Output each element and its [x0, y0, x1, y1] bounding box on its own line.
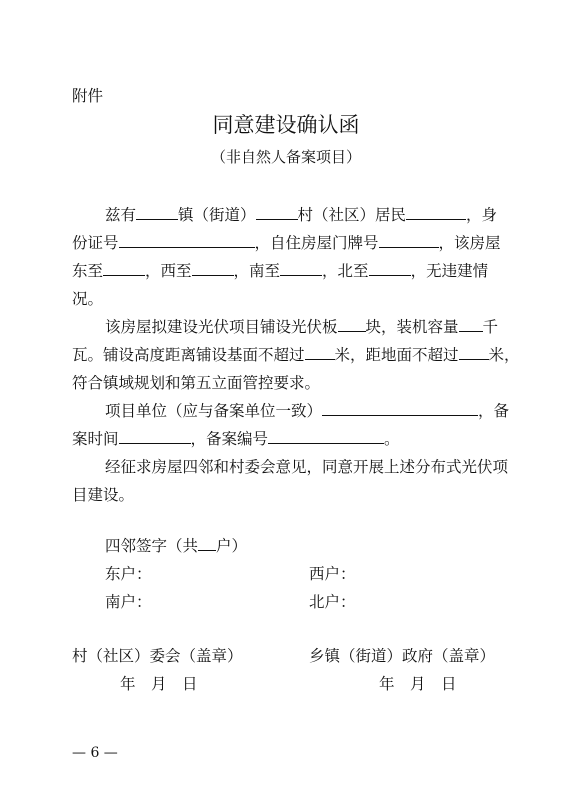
text: 千	[482, 318, 499, 336]
para2-line2	[72, 343, 520, 365]
town-blank[interactable]	[136, 205, 178, 220]
para4-line1: 经征求房屋四邻和村委会意见，同意开展上述分布式光伏项	[105, 458, 509, 476]
text: ，自住房屋门牌号	[254, 234, 379, 252]
north-boundary-blank[interactable]	[369, 261, 411, 276]
para1-line2	[72, 231, 501, 253]
text: ，无违建情	[410, 262, 489, 280]
para1-line1	[105, 203, 497, 225]
capacity-blank[interactable]	[459, 317, 483, 332]
attachment-label: 附件	[72, 87, 104, 105]
text: 项目单位（应与备案单位一致）	[105, 402, 323, 420]
ground-height-blank[interactable]	[459, 345, 489, 360]
resident-blank[interactable]	[406, 205, 466, 220]
east-neighbor-label: 东户：	[105, 565, 152, 583]
text: 米，	[488, 346, 520, 364]
page-number: — 6 —	[72, 745, 118, 761]
text: 份证号	[72, 234, 119, 252]
para3-line1	[105, 399, 509, 421]
text: 。	[384, 430, 400, 448]
para3-line2	[72, 427, 400, 449]
para2-line3: 符合镇域规划和第五立面管控要求。	[72, 374, 321, 392]
base-height-blank[interactable]	[305, 345, 335, 360]
township-seal-label: 乡镇（街道）政府（盖章）	[309, 647, 496, 665]
project-unit-blank[interactable]	[322, 401, 478, 416]
text: ，备	[478, 402, 510, 420]
south-boundary-blank[interactable]	[280, 261, 322, 276]
village-blank[interactable]	[256, 205, 298, 220]
text: 瓦。铺设高度距离铺设基面不超过	[72, 346, 305, 364]
east-boundary-blank[interactable]	[103, 261, 145, 276]
neighbor-signature-heading	[105, 534, 247, 556]
text: ，北至	[322, 262, 369, 280]
text: ，该房屋	[438, 234, 501, 252]
filing-number-blank[interactable]	[268, 429, 384, 444]
id-number-blank[interactable]	[119, 233, 255, 248]
house-number-blank[interactable]	[379, 233, 439, 248]
village-date: 年 月 日	[120, 675, 198, 693]
text: ，备案编号	[190, 430, 269, 448]
household-count-blank[interactable]	[198, 536, 216, 551]
document-title: 同意建设确认函	[212, 113, 360, 137]
text: ，南至	[233, 262, 281, 280]
para2-line1	[105, 315, 498, 337]
text: 米，距地面不超过	[334, 346, 459, 364]
document-subtitle: （非自然人备案项目）	[210, 148, 361, 166]
filing-date-blank[interactable]	[119, 429, 191, 444]
para4-line2: 目建设。	[72, 486, 135, 504]
text: 户）	[216, 537, 248, 555]
west-boundary-blank[interactable]	[192, 261, 234, 276]
panel-count-blank[interactable]	[338, 317, 366, 332]
text: 镇（街道）	[178, 206, 256, 224]
text: ，身	[466, 206, 498, 224]
para1-line4: 况。	[72, 290, 104, 308]
text: 案时间	[72, 430, 119, 448]
para1-line3	[72, 259, 488, 281]
text: 村（社区）居民	[297, 206, 407, 224]
township-date: 年 月 日	[379, 675, 457, 693]
text: 四邻签字（共	[105, 537, 199, 555]
village-seal-label: 村（社区）委会（盖章）	[72, 647, 243, 665]
west-neighbor-label: 西户：	[309, 565, 356, 583]
text: 块，装机容量	[365, 318, 459, 336]
north-neighbor-label: 北户：	[309, 593, 356, 611]
text: 该房屋拟建设光伏项目铺设光伏板	[105, 318, 338, 336]
text: 兹有	[105, 206, 137, 224]
text: 东至	[72, 262, 104, 280]
south-neighbor-label: 南户：	[105, 593, 152, 611]
text: ，西至	[145, 262, 192, 280]
